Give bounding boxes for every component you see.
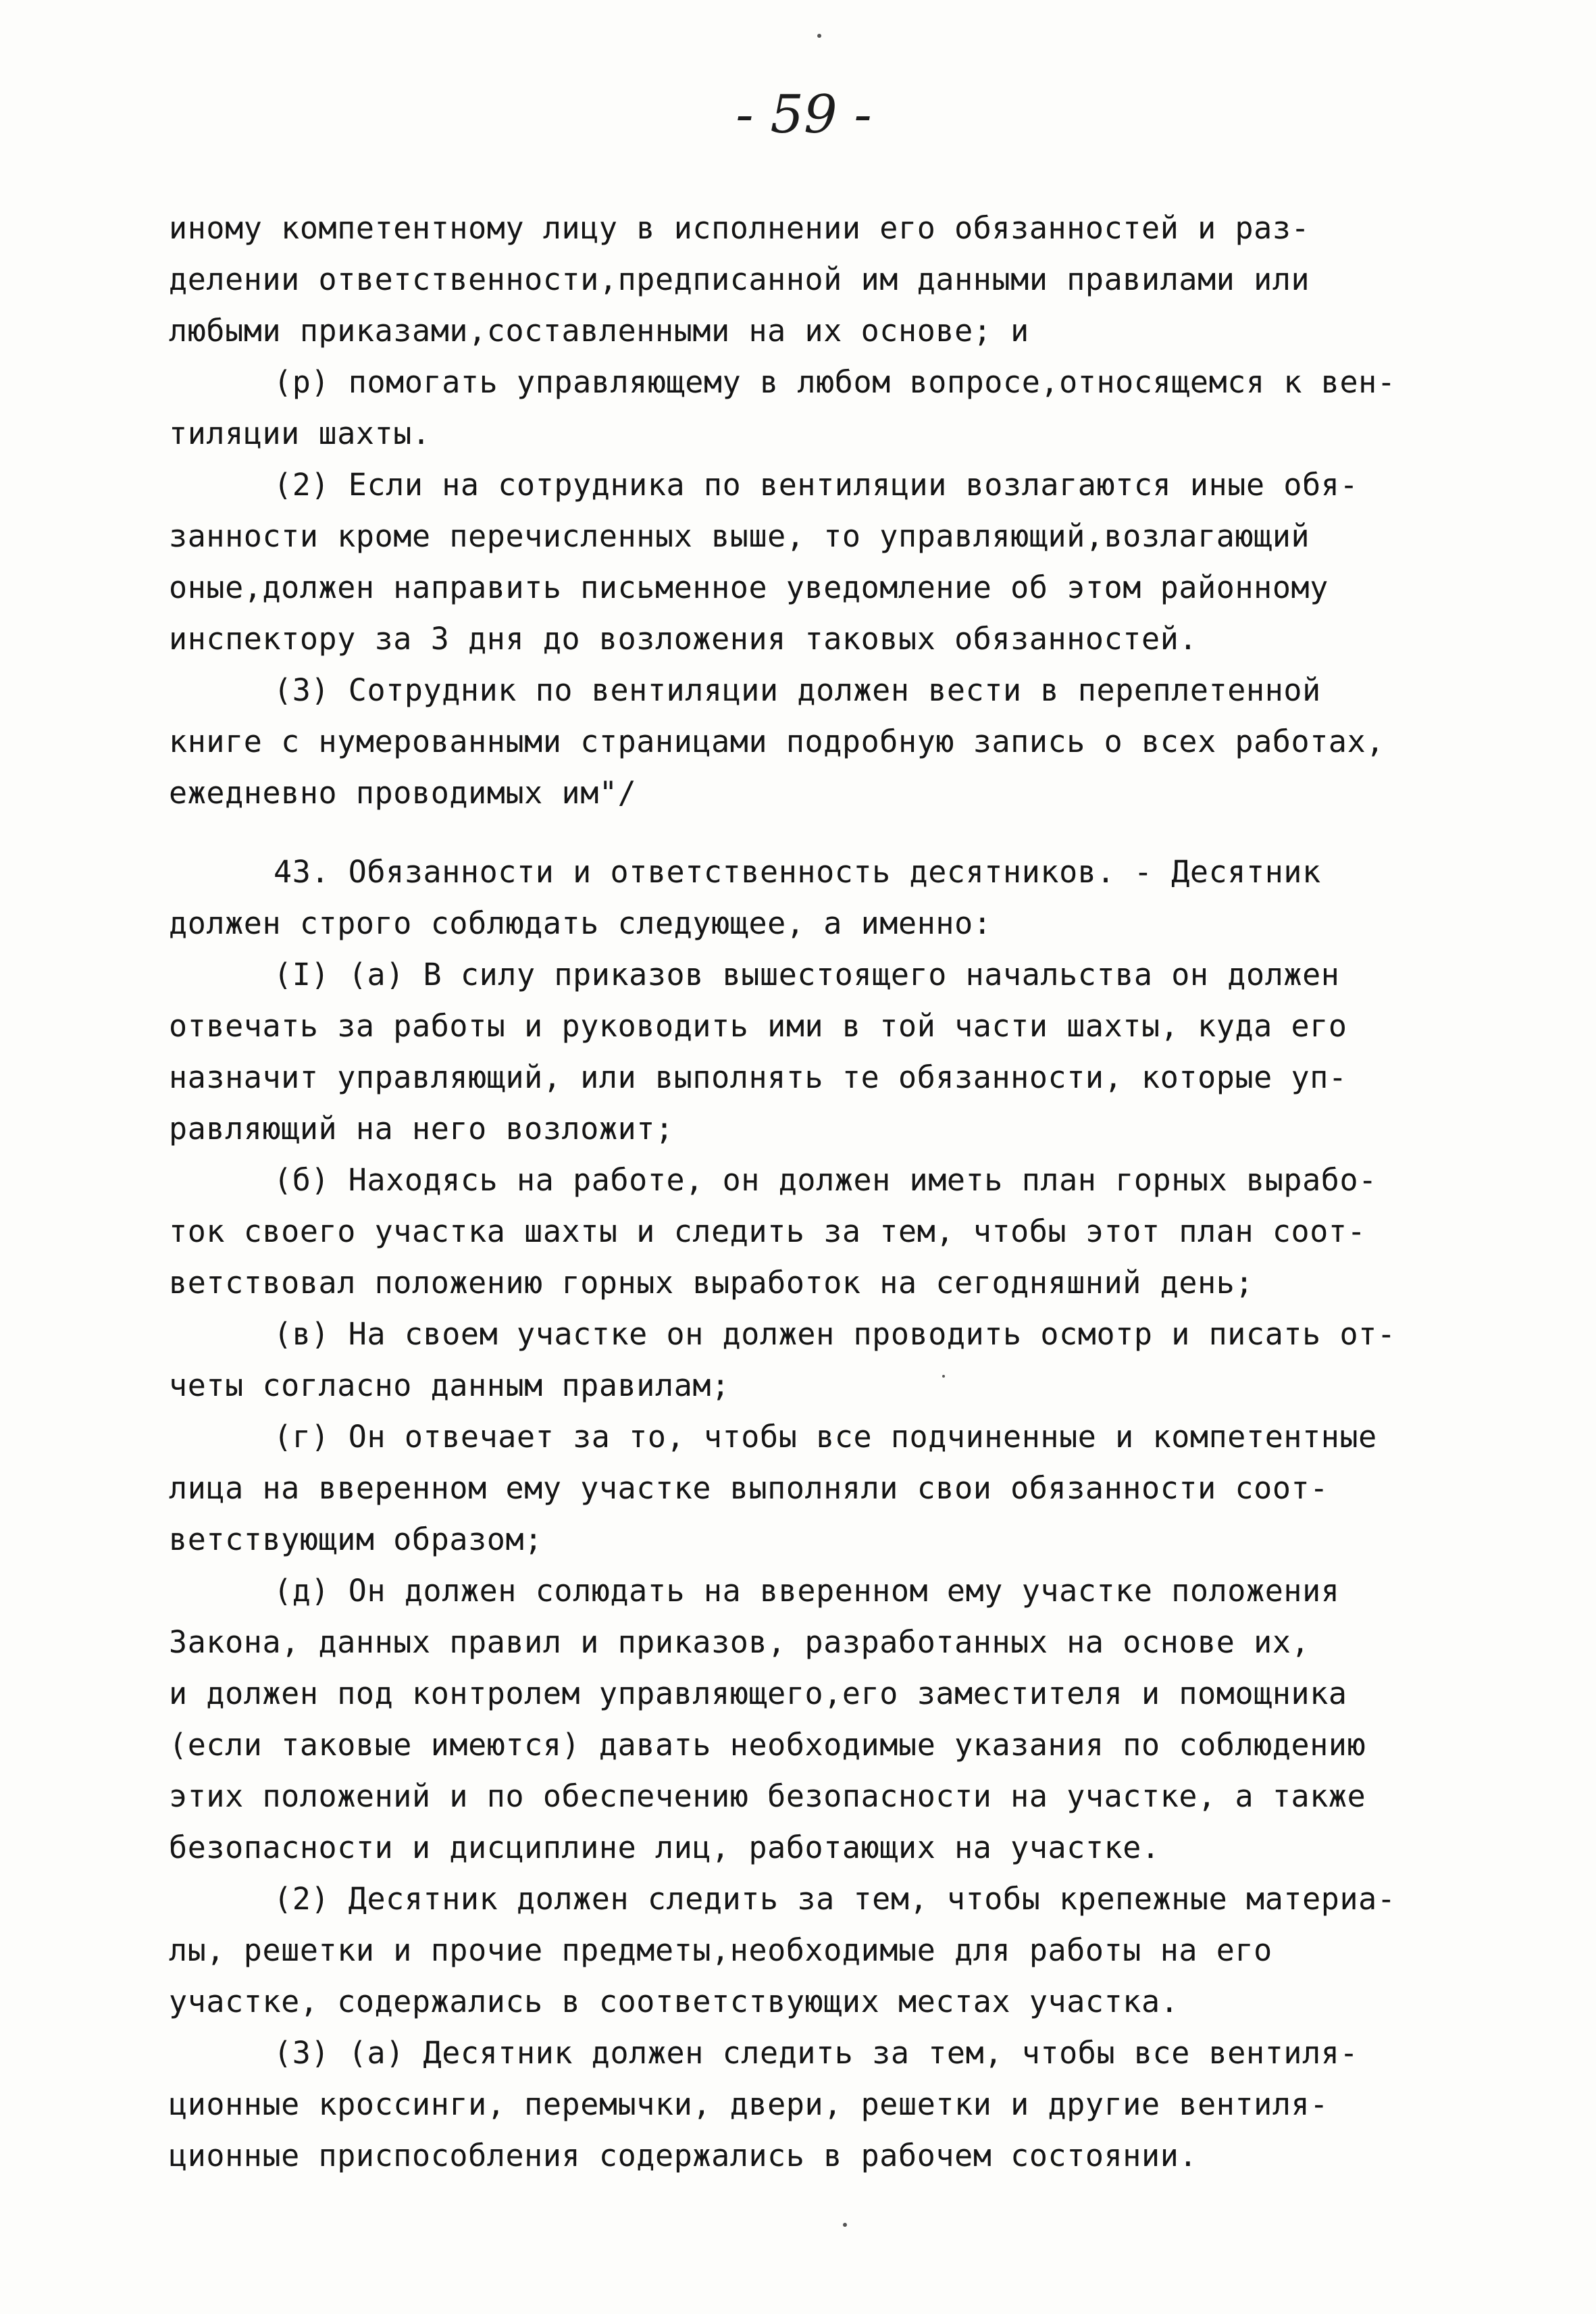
text-line: и должен под контролем управляющего,его заместителя и помощника bbox=[169, 1676, 1347, 1711]
paragraph-gap bbox=[169, 819, 1526, 847]
text-line: (2) Десятник должен следить за тем, чтобы крепежные материа- bbox=[274, 1881, 1396, 1917]
scan-speck bbox=[843, 2223, 847, 2227]
text-line: инспектору за 3 дня до возложения таковых обязанностей. bbox=[169, 621, 1198, 657]
text-line: делении ответственности,предписанной им данными правилами или bbox=[169, 261, 1310, 297]
text-line: оные,должен направить письменное уведомление об этом районному bbox=[169, 570, 1329, 605]
scan-speck bbox=[817, 34, 821, 38]
text-line: ветствующим образом; bbox=[169, 1521, 543, 1557]
text-line: любыми приказами,составленными на их основе; и bbox=[169, 313, 1029, 349]
text-line: лы, решетки и прочие предметы,необходимые для работы на его bbox=[169, 1932, 1272, 1968]
text-line: (д) Он должен солюдать на вверенном ему участке положения bbox=[274, 1573, 1340, 1609]
document-body bbox=[169, 203, 1526, 2182]
text-line: участке, содержались в соответствующих местах участка. bbox=[169, 1984, 1179, 2019]
text-line: (г) Он отвечает за то, чтобы все подчиненные и компетентные bbox=[274, 1419, 1377, 1455]
text-line: ционные приспособления содержались в рабочем состоянии. bbox=[169, 2138, 1198, 2173]
text-line: (I) (а) В силу приказов вышестоящего начальства он должен bbox=[274, 957, 1340, 992]
page-number: - 59 - bbox=[736, 84, 872, 145]
text-line: (если таковые имеются) давать необходимые указания по соблюдению bbox=[169, 1727, 1366, 1763]
text-line: иному компетентному лицу в исполнении его обязанностей и раз- bbox=[169, 210, 1310, 246]
text-line: безопасности и дисциплине лиц, работающих на участке. bbox=[169, 1830, 1160, 1865]
text-line: четы согласно данным правилам; bbox=[169, 1367, 730, 1403]
text-line: ционные кроссинги, перемычки, двери, решетки и другие вентиля- bbox=[169, 2086, 1329, 2122]
text-line: (2) Если на сотрудника по вентиляции возлагаются иные обя- bbox=[274, 467, 1359, 503]
text-line: (б) Находясь на работе, он должен иметь план горных вырабо- bbox=[274, 1162, 1377, 1198]
text-line: должен строго соблюдать следующее, а именно: bbox=[169, 905, 992, 941]
text-line: Закона, данных правил и приказов, разработанных на основе их, bbox=[169, 1624, 1310, 1660]
text-line: ветствовал положению горных выработок на сегодняшний день; bbox=[169, 1265, 1254, 1301]
scan-speck bbox=[942, 1375, 945, 1378]
text-line: (в) На своем участке он должен проводить осмотр и писать от- bbox=[274, 1316, 1396, 1352]
text-line: назначит управляющий, или выполнять те обязанности, которые уп- bbox=[169, 1059, 1347, 1095]
text-line: (3) (а) Десятник должен следить за тем, чтобы все вентиля- bbox=[274, 2035, 1359, 2071]
text-line: тиляции шахты. bbox=[169, 416, 431, 451]
text-line: 43. Обязанности и ответственность десятников. - Десятник bbox=[274, 854, 1321, 890]
text-line: ежедневно проводимых им"/ bbox=[169, 775, 637, 811]
text-line: занности кроме перечисленных выше, то управляющий,возлагающий bbox=[169, 518, 1310, 554]
text-line: отвечать за работы и руководить ими в той части шахты, куда его bbox=[169, 1008, 1347, 1044]
text-line: ток своего участка шахты и следить за тем, чтобы этот план соот- bbox=[169, 1213, 1366, 1249]
text-line: книге с нумерованными страницами подробную запись о всех работах, bbox=[169, 724, 1385, 759]
text-line: этих положений и по обеспечению безопасности на участке, а также bbox=[169, 1778, 1366, 1814]
text-line: лица на вверенном ему участке выполняли свои обязанности соот- bbox=[169, 1470, 1329, 1506]
text-line: (р) помогать управляющему в любом вопросе,относящемся к вен- bbox=[274, 364, 1396, 400]
text-line: равляющий на него возложит; bbox=[169, 1111, 674, 1147]
text-line: (3) Сотрудник по вентиляции должен вести в переплетенной bbox=[274, 672, 1321, 708]
